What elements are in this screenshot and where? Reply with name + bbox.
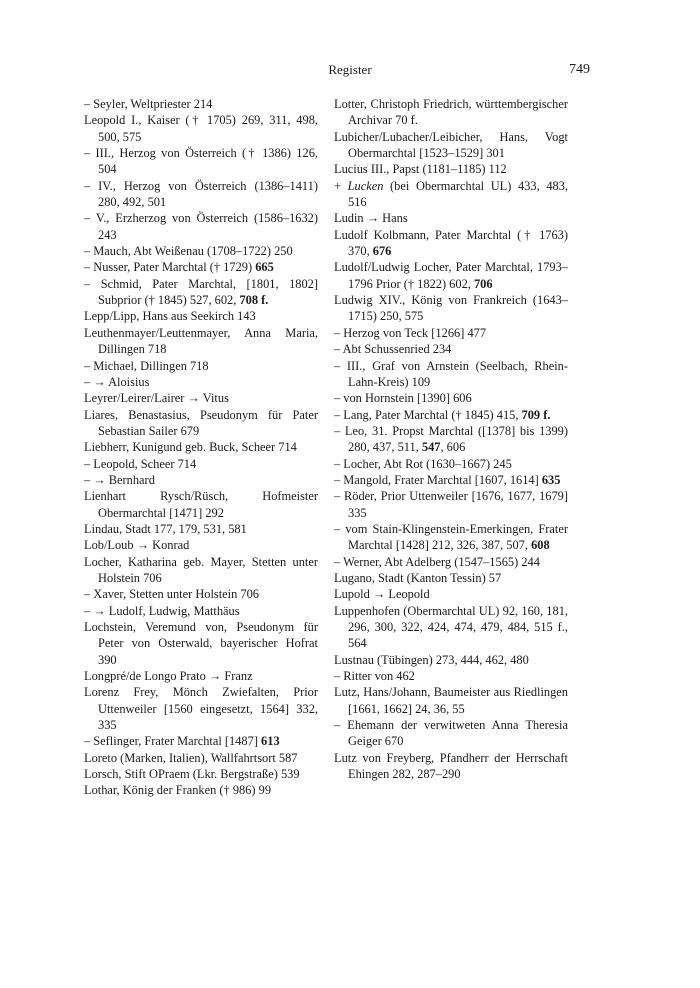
index-entry: – Ehemann der verwitweten Anna Theresia Geiger 670 — [334, 718, 568, 749]
index-entry: – Leo, 31. Propst Marchtal ([1378] bis 1399) 280, 437, 511, 547, 606 — [334, 423, 568, 455]
index-entry: Loreto (Marken, Italien), Wallfahrtsort 587 — [84, 750, 298, 765]
index-entry: Lucius III., Papst (1181–1185) 112 — [334, 162, 507, 177]
index-entry: Ludolf/Ludwig Locher, Pater Marchtal, 1793–1796 Prior († 1822) 602, 706 — [334, 260, 568, 291]
index-entry: – Leopold, Scheer 714 — [84, 456, 197, 471]
index-entry: – von Hornstein [1390] 606 — [334, 391, 472, 406]
index-entry: – Mangold, Frater Marchtal [1607, 1614] 635 — [334, 472, 561, 487]
index-entry: – vom Stain-Klingenstein-Emerkingen, Frater Marchtal [1428] 212, 326, 387, 507, 608 — [334, 521, 568, 553]
index-entry: – Ritter von 462 — [334, 669, 415, 684]
running-header: Register — [328, 62, 372, 77]
index-entry: – → Bernhard — [84, 472, 155, 487]
index-entry: – Schmid, Pater Marchtal, [1801, 1802] Subprior († 1845) 527, 602, 708 f. — [84, 276, 318, 308]
index-entry: Ludin → Hans — [334, 211, 408, 226]
index-entry: – III., Graf von Arnstein (Seelbach, Rhein-Lahn-Kreis) 109 — [334, 358, 568, 389]
index-entry: Lorsch, Stift OPraem (Lkr. Bergstraße) 539 — [84, 767, 300, 782]
index-entry: Lepp/Lipp, Hans aus Seekirch 143 — [84, 309, 256, 324]
index-entry: – III., Herzog von Österreich († 1386) 126, 504 — [84, 146, 318, 177]
index-entry: Lienhart Rysch/Rüsch, Hofmeister Obermarchtal [1471] 292 — [84, 489, 318, 520]
index-entry: Lubicher/Lubacher/Leibicher, Hans, Vogt Obermarchtal [1523–1529] 301 — [334, 129, 568, 161]
index-entry: – → Ludolf, Ludwig, Matthäus — [84, 603, 240, 618]
index-entry: – Seflinger, Frater Marchtal [1487] 613 — [84, 734, 280, 749]
index-entry: Leuthenmayer/Leuttenmayer, Anna Maria, Dillingen 718 — [84, 325, 318, 357]
index-entry: – Seyler, Weltpriester 214 — [84, 97, 213, 111]
index-entry: Ludolf Kolbmann, Pater Marchtal († 1763) 370, 676 — [334, 227, 568, 259]
index-entry: – Nusser, Pater Marchtal († 1729) 665 — [84, 260, 274, 275]
index-entry: + Lucken (bei Obermarchtal UL) 433, 483, 516 — [334, 178, 569, 210]
index-entry: Lustnau (Tübingen) 273, 444, 462, 480 — [334, 652, 529, 667]
index-entry: Lochstein, Veremund von, Pseudonym für Peter von Osterwald, bayerischer Hofrat 390 — [84, 620, 318, 667]
index-entry: Liares, Benastasius, Pseudonym für Pater Sebastian Sailer 679 — [84, 407, 318, 438]
page-number: 749 — [569, 62, 590, 77]
index-entry: – Abt Schussenried 234 — [334, 342, 452, 357]
index-entry: Leopold I., Kaiser († 1705) 269, 311, 498, 500, 575 — [84, 113, 318, 144]
index-entry: Lupold → Leopold — [334, 587, 430, 602]
index-column-left — [84, 96, 318, 799]
index-entry: Lutz, Hans/Johann, Baumeister aus Riedlingen [1661, 1662] 24, 36, 55 — [334, 685, 568, 716]
index-column-right — [334, 96, 568, 782]
index-entry: Lutz von Freyberg, Pfandherr der Herrschaft Ehingen 282, 287–290 — [334, 750, 568, 782]
index-entry: Lindau, Stadt 177, 179, 531, 581 — [84, 521, 247, 536]
index-entry: Leyrer/Leirer/Lairer → Vitus — [84, 391, 229, 406]
index-entry: Longpré/de Longo Prato → Franz — [84, 669, 253, 684]
index-entry: – Röder, Prior Uttenweiler [1676, 1677, 1679] 335 — [334, 489, 568, 520]
index-entry: Lotter, Christoph Friedrich, württembergischer Archivar 70 f. — [334, 97, 568, 128]
index-entry: – Michael, Dillingen 718 — [84, 358, 209, 373]
index-entry: Lob/Loub → Konrad — [84, 538, 190, 553]
index-entry: Locher, Katharina geb. Mayer, Stetten unter Holstein 706 — [84, 554, 318, 585]
index-entry: Lugano, Stadt (Kanton Tessin) 57 — [334, 570, 502, 585]
index-entry: – V., Erzherzog von Österreich (1586–1632) 243 — [84, 211, 318, 242]
index-entry: – Herzog von Teck [1266] 477 — [334, 325, 487, 340]
index-entry: – Mauch, Abt Weißenau (1708–1722) 250 — [84, 244, 293, 259]
index-entry: Lothar, König der Franken († 986) 99 — [84, 783, 272, 798]
index-entry: – → Aloisius — [84, 374, 150, 389]
index-entry: Luppenhofen (Obermarchtal UL) 92, 160, 181, 296, 300, 322, 424, 474, 479, 484, 515 f., 564 — [334, 603, 568, 651]
index-entry: Lorenz Frey, Mönch Zwiefalten, Prior Uttenweiler [1560 eingesetzt, 1564] 332, 335 — [84, 685, 318, 733]
index-entry: – Lang, Pater Marchtal († 1845) 415, 709 f. — [334, 407, 551, 422]
index-entry: – Werner, Abt Adelberg (1547–1565) 244 — [334, 554, 540, 569]
index-entry: – Locher, Abt Rot (1630–1667) 245 — [334, 456, 512, 471]
index-entry: Liebherr, Kunigund geb. Buck, Scheer 714 — [84, 440, 297, 455]
index-entry: Ludwig XIV., König von Frankreich (1643–1715) 250, 575 — [334, 293, 568, 324]
index-entry: – Xaver, Stetten unter Holstein 706 — [84, 587, 259, 602]
index-entry: – IV., Herzog von Österreich (1386–1411) 280, 492, 501 — [84, 178, 318, 210]
